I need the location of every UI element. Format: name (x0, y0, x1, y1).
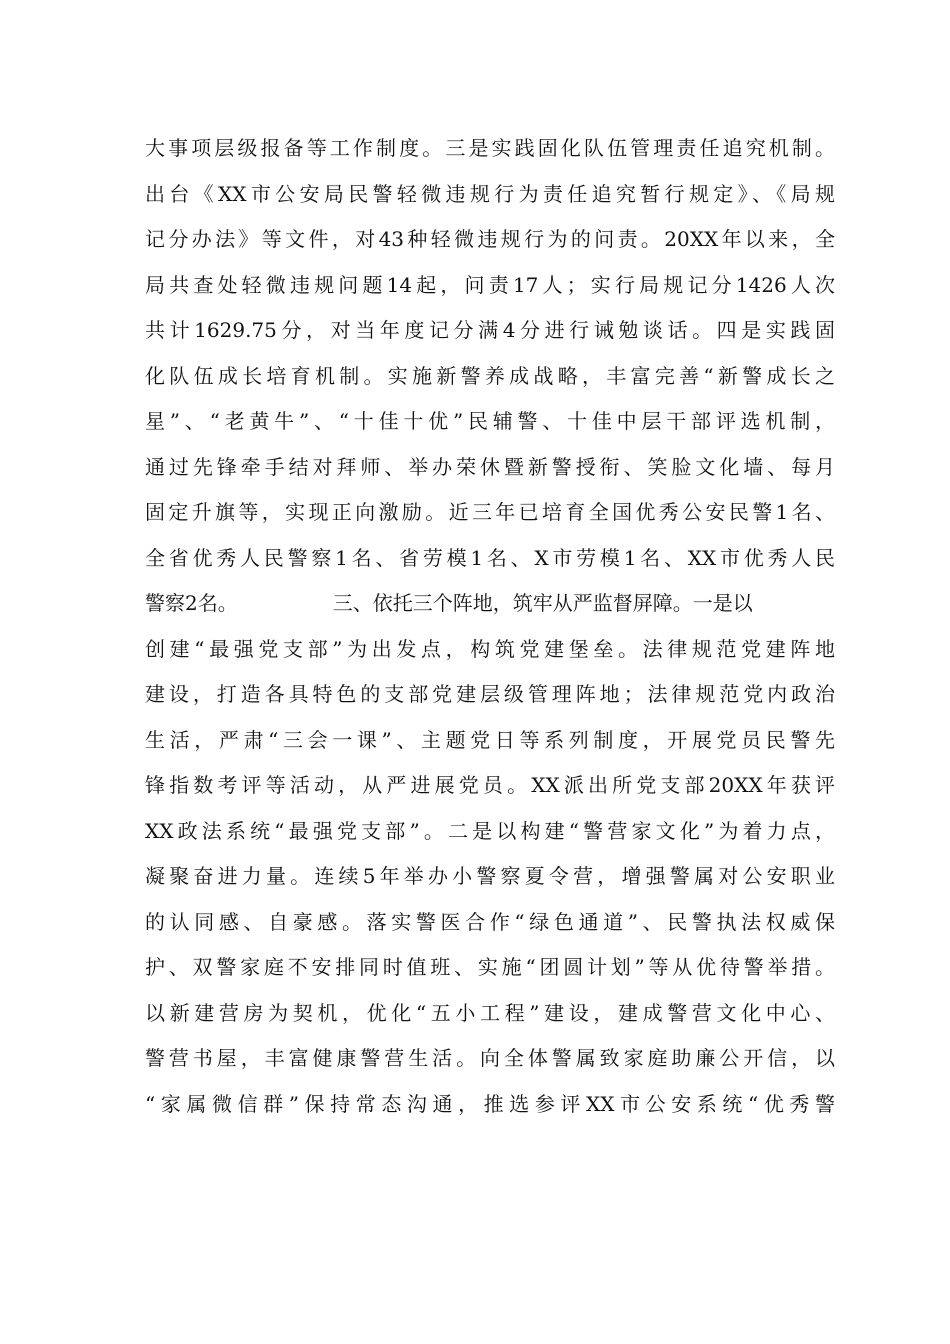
text-line: 锋指数考评等活动，从严进展党员。XX派出所党支部20XX年获评 (145, 773, 835, 797)
text-line: 全省优秀人民警察1名、省劳模1名、X市劳模1名、XX市优秀人民 (145, 545, 835, 570)
text-line: 通过先锋牵手结对拜师、举办荣休暨新警授衔、笑脸文化墙、每月 (145, 454, 835, 479)
text-line: 护、双警家庭不安排同时值班、实施“团圆计划”等从优待警举措。 (145, 955, 835, 979)
text-line: 警营书屋，丰富健康警营生活。向全体警属致家庭助廉公开信，以 (145, 1046, 835, 1070)
text-line: 创建“最强党支部”为出发点，构筑党建堡垒。法律规范党建阵地 (145, 636, 835, 661)
text-line: 生活，严肃“三会一课”、主题党日等系列制度，开展党员民警先 (145, 727, 835, 752)
section-heading-line (145, 581, 835, 627)
text-line: 建设，打造各具特色的支部党建层级管理阵地；法律规范党内政治 (145, 682, 835, 706)
text-line: 凝聚奋进力量。连续5年举办小警察夏令营，增强警属对公安职业 (145, 864, 835, 888)
text-line: 出台《XX市公安局民警轻微违规行为责任追究暂行规定》、《局规 (145, 181, 835, 206)
text-line: 的认同感、自豪感。落实警医合作“绿色通道”、民警执法权威保 (145, 909, 835, 934)
text-line: XX政法系统“最强党支部”。二是以构建“警营家文化”为着力点， (145, 818, 835, 843)
text-line: 记分办法》等文件，对43种轻微违规行为的问责。20XX年以来，全 (145, 227, 835, 251)
section-heading-text: 三、依托三个阵地，筑牢从严监督屏障。一是以 (332, 591, 753, 615)
text-line: 以新建营房为契机，优化“五小工程”建设，建成警营文化中心、 (145, 1000, 835, 1025)
text-line: 固定升旗等，实现正向激励。近三年已培育全国优秀公安民警1名、 (145, 500, 835, 524)
text-line: 共计1629.75分，对当年度记分满4分进行诫勉谈话。四是实践固 (145, 318, 835, 342)
text-line: 大事项层级报备等工作制度。三是实践固化队伍管理责任追究机制。 (145, 136, 835, 160)
paragraph-end-text: 警察2名。 (145, 591, 238, 615)
document-body (145, 126, 835, 1127)
text-line: 星”、“老黄牛”、“十佳十优”民辅警、十佳中层干部评选机制， (145, 409, 835, 433)
text-line: 化队伍成长培育机制。实施新警养成战略，丰富完善“新警成长之 (145, 363, 835, 388)
text-line: “家属微信群”保持常态沟通，推选参评XX市公安系统“优秀警 (145, 1091, 835, 1116)
text-line: 局共查处轻微违规问题14起，问责17人；实行局规记分1426人次 (145, 272, 835, 297)
